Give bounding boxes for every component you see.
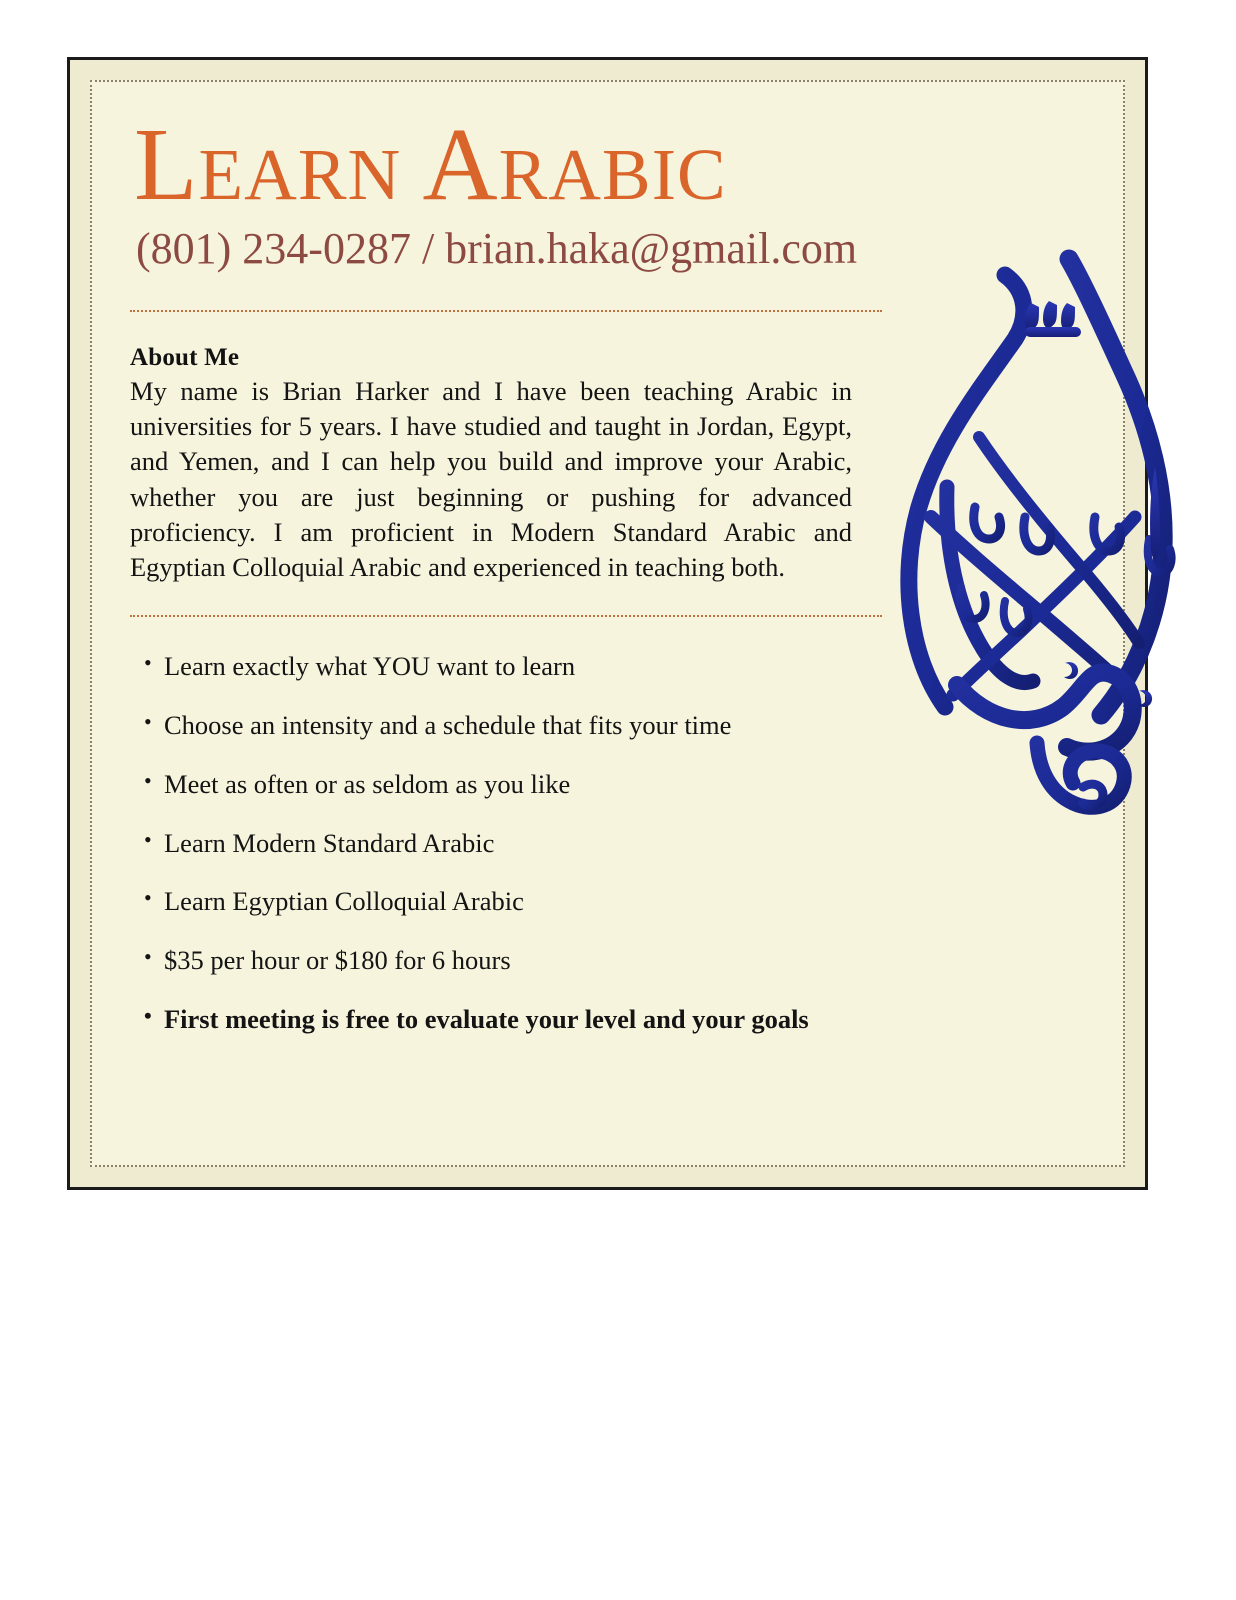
list-item: • Choose an intensity and a schedule that fits your time <box>144 710 1085 742</box>
page-title: Learn Arabic <box>134 107 727 222</box>
list-item: • First meeting is free to evaluate your level and your goals <box>144 1004 1085 1036</box>
list-item: • Meet as often or as seldom as you like <box>144 769 1085 801</box>
features-list <box>130 651 1085 1036</box>
about-section <box>130 344 852 585</box>
list-item: • Learn exactly what YOU want to learn <box>144 651 1085 683</box>
about-heading: About Me <box>130 343 240 371</box>
list-item: • $35 per hour or $180 for 6 hours <box>144 945 1085 977</box>
contact-line: (801) 234-0287 / brian.haka@gmail.com <box>136 223 858 273</box>
poster-content <box>92 82 1123 1165</box>
about-body-text: My name is Brian Harker and I have been teaching Arabic in universities for 5 years. I have studied and taught in Jordan, Egypt, and Yemen, and I can help you build and improve your Arabic, whether you are just beginning or pushing for advanced proficiency. I am proficient in Modern Standard Arabic and Egyptian Colloquial Arabic and experienced in teaching both. <box>130 375 852 582</box>
list-item: • Learn Egyptian Colloquial Arabic <box>144 886 1085 918</box>
divider-bottom <box>130 615 882 617</box>
divider-top <box>130 310 882 312</box>
flyer-poster <box>67 57 1148 1190</box>
poster-inner-frame <box>90 80 1125 1167</box>
list-item: • Learn Modern Standard Arabic <box>144 828 1085 860</box>
